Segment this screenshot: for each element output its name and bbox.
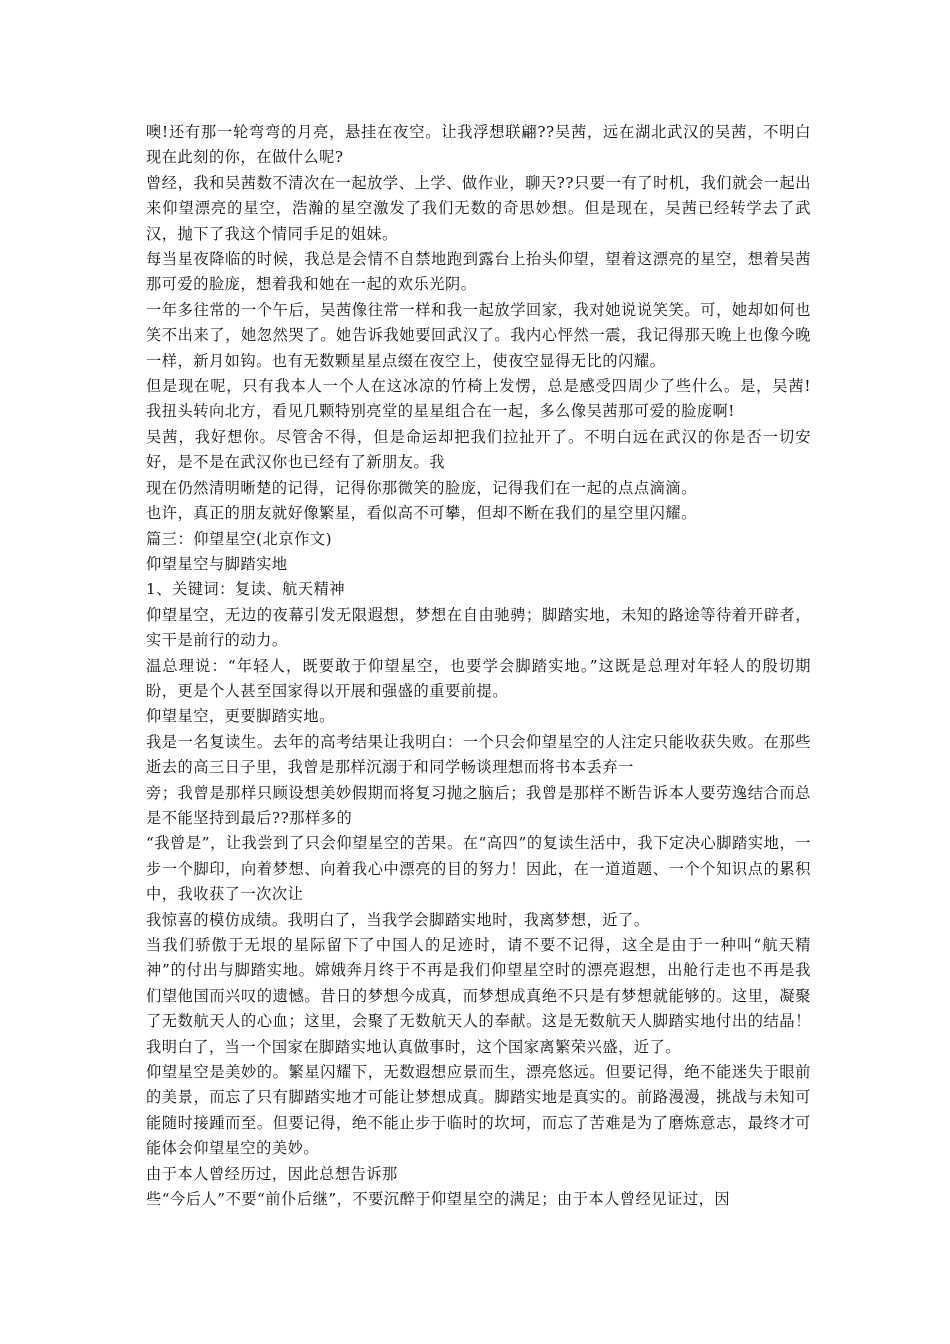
paragraph: 现在仍然清明晰楚的记得，记得你那微笑的脸庞，记得我们在一起的点点滴滴。: [146, 478, 697, 497]
paragraph: 由于本人曾经历过，因此总想告诉那: [146, 1164, 398, 1183]
paragraph: 当我们骄傲于无垠的星际留下了中国人的足迹时，请不要不记得，这全是由于一种叫“航天精神”的付出与脚踏实地。嫦娥奔月终于不再是我们仰望星空时的漂亮遐想，出舱行走也不再是我们望他国而兴叹的遗憾。昔日的梦想今成真，而梦想成真绝不只是有梦想就能够的。这里，凝聚了无数航天人的心血；这里，会聚了无数航天人的奉献。这是无数航天人脚踏实地付出的结晶！我明白了，当一个国家在脚踏实地认真做事时，这个国家离繁荣兴盛，近了。: [146, 936, 811, 1056]
paragraph: 我惊喜的模仿成绩。我明白了，当我学会脚踏实地时，我离梦想，近了。: [146, 910, 650, 929]
paragraph: “我曾是”，让我尝到了只会仰望星空的苦果。在“高四”的复读生活中，我下定决心脚踏实地，一步一个脚印，向着梦想、向着我心中漂亮的目的努力！因此，在一道道题、一个个知识点的累积中，我收获了一次次让: [146, 834, 811, 904]
paragraph: 仰望星空，更要脚踏实地。: [146, 707, 335, 726]
paragraph: 也许，真正的朋友就好像繁星，看似高不可攀，但却不断在我们的星空里闪耀。: [146, 504, 697, 523]
paragraph: 温总理说：“年轻人，既要敢于仰望星空，也要学会脚踏实地。”这既是总理对年轻人的殷切期盼，更是个人甚至国家得以开展和强盛的重要前提。: [146, 656, 811, 700]
paragraph: 曾经，我和吴茜数不清次在一起放学、上学、做作业，聊天??只要一有了时机，我们就会一起出来仰望漂亮的星空，浩瀚的星空激发了我们无数的奇思妙想。但是现在，吴茜已经转学去了武汉，抛下了我这个情同手足的姐妹。: [146, 173, 811, 243]
paragraph: 我是一名复读生。去年的高考结果让我明白：一个只会仰望星空的人注定只能收获失败。在那些逝去的高三日子里，我曾是那样沉溺于和同学畅谈理想而将书本丢弃一: [146, 732, 811, 777]
paragraph: 一年多往常的一个午后，吴茜像往常一样和我一起放学回家，我对她说说笑笑。可，她却如何也笑不出来了，她忽然哭了。她告诉我她要回武汉了。我内心怦然一震，我记得那天晚上也像今晚一样，新月如钩。也有无数颗星星点缀在夜空上，使夜空显得无比的闪耀。: [146, 300, 811, 370]
paragraph: 旁；我曾是那样只顾设想美妙假期而将复习抛之脑后；我曾是那样不断告诉本人要劳逸结合而总是不能坚持到最后??那样多的: [146, 783, 811, 827]
keywords-line: 1、关键词：复读、航天精神: [146, 580, 346, 599]
paragraph: 噢!还有那一轮弯弯的月亮，悬挂在夜空。让我浮想联翩??吴茜，远在湖北武汉的吴茜，不明白现在此刻的你，在做什么呢?: [146, 123, 811, 167]
paragraph: 每当星夜降临的时候，我总是会情不自禁地跑到露台上抬头仰望，望着这漂亮的星空，想着吴茜那可爱的脸庞，想着我和她在一起的欢乐光阴。: [146, 250, 811, 294]
paragraph: 但是现在呢，只有我本人一个人在这冰凉的竹椅上发愣，总是感受四周少了些什么。是，吴茜!我扭头转向北方，看见几颗特别亮堂的星星组合在一起，多么像吴茜那可爱的脸庞啊!: [146, 377, 811, 421]
essay-title: 仰望星空与脚踏实地: [146, 554, 288, 573]
paragraph: 些“今后人”不要“前仆后继”，不要沉醉于仰望星空的满足；由于本人曾经见证过，因: [146, 1190, 731, 1209]
paragraph: 仰望星空，无边的夜幕引发无限遐想，梦想在自由驰骋；脚踏实地，未知的路途等待着开辟者，实干是前行的动力。: [146, 605, 811, 650]
paragraph: 仰望星空是美妙的。繁星闪耀下，无数遐想应景而生，漂亮悠远。但要记得，绝不能迷失于眼前的美景，而忘了只有脚踏实地才可能让梦想成真。脚踏实地是真实的。前路漫漫，挑战与未知可能随时接踵而至。但要记得，绝不能止步于临时的坎坷，而忘了苦难是为了磨炼意志，最终才可能体会仰望星空的美妙。: [146, 1063, 811, 1158]
document-body: [146, 120, 811, 1212]
section-heading: 篇三：仰望星空(北京作文): [146, 529, 333, 548]
paragraph: 吴茜，我好想你。尽管舍不得，但是命运却把我们拉扯开了。不明白远在武汉的你是否一切安好，是不是在武汉你也已经有了新朋友。我: [146, 427, 811, 472]
